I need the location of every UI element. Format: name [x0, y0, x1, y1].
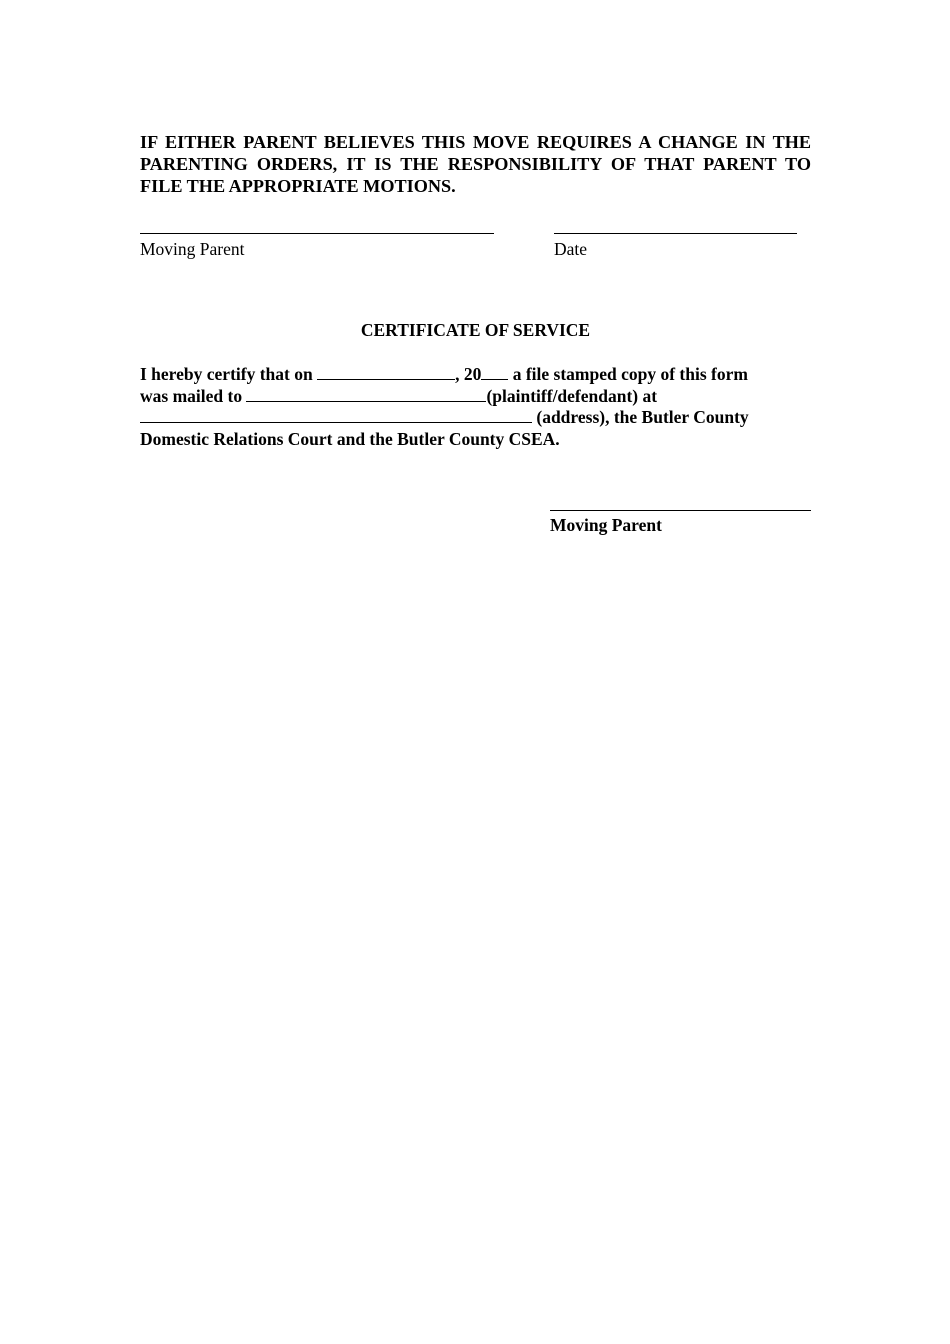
mailed-to-prefix: was mailed to [140, 385, 243, 406]
certificate-line-1 [140, 364, 820, 386]
certificate-moving-parent-label: Moving Parent [550, 515, 662, 535]
service-year-blank[interactable] [481, 365, 508, 380]
date-label: Date [554, 239, 588, 259]
address-blank[interactable] [140, 408, 532, 423]
date-signature-line[interactable] [554, 233, 797, 234]
certify-copy-text: a file stamped copy of this form [512, 364, 748, 384]
service-date-blank[interactable] [317, 365, 455, 380]
certificate-signature-line[interactable] [550, 510, 811, 511]
certificate-line-3 [140, 407, 820, 429]
address-suffix-text: (address), the Butler County [536, 407, 749, 427]
certificate-title: CERTIFICATE OF SERVICE [360, 320, 591, 340]
year-prefix: , 20 [455, 364, 482, 384]
plaintiff-defendant-text: (plaintiff/defendant) at [486, 385, 658, 406]
moving-parent-signature-line[interactable] [140, 233, 494, 234]
recipient-name-blank[interactable] [246, 387, 486, 402]
certificate-line-2 [140, 386, 820, 408]
certify-date-prefix: I hereby certify that on [140, 364, 313, 384]
parenting-orders-notice: IF EITHER PARENT BELIEVES THIS MOVE REQUIRES A CHANGE IN THE PARENTING ORDERS, IT IS THE RESPONSIBILITY OF THAT PARENT TO FILE THE APPROPRIATE MOTIONS. [140, 132, 811, 196]
certificate-body [140, 364, 820, 450]
certificate-line-4: Domestic Relations Court and the Butler County CSEA. [140, 428, 560, 449]
moving-parent-label: Moving Parent [140, 239, 245, 259]
